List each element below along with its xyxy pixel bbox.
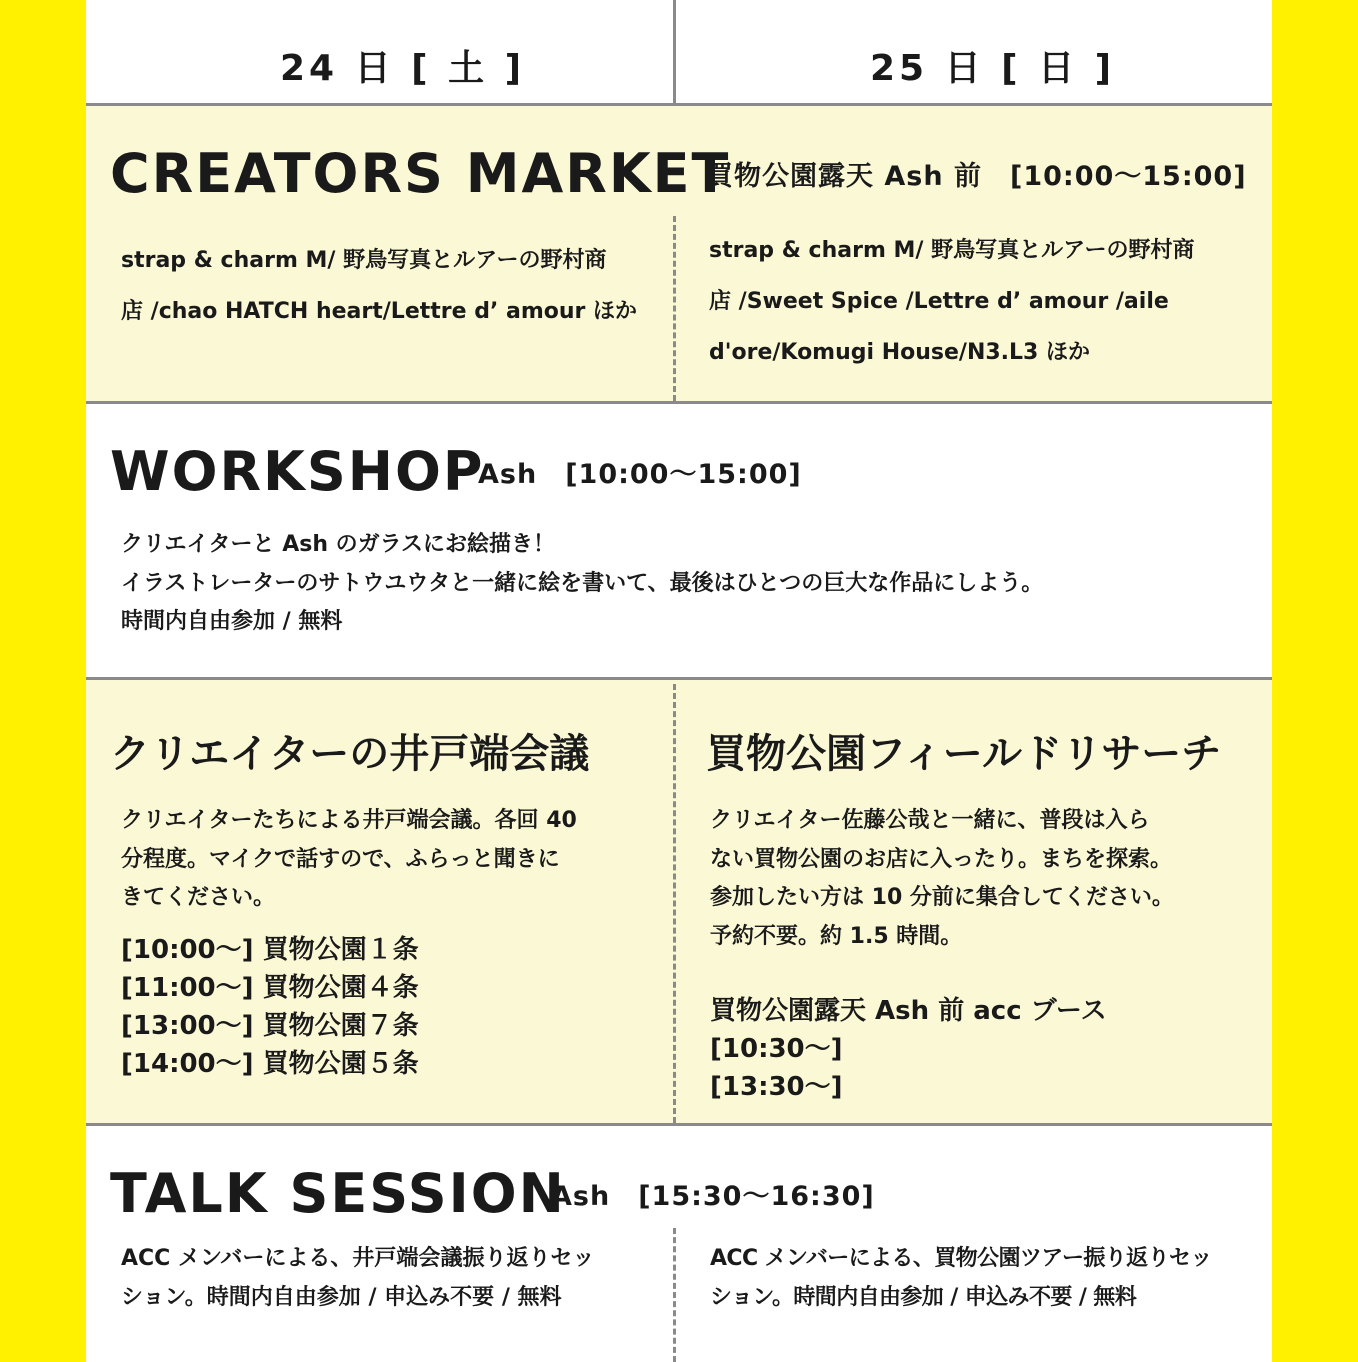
description-line: クリエイターと Ash のガラスにお絵描き！ bbox=[121, 532, 556, 557]
idobata-schedule bbox=[121, 931, 419, 1083]
list-line: 店 /chao HATCH heart/Lettre d’ amour ほか bbox=[121, 299, 638, 324]
description-line: 予約不要。約 1.5 時間。 bbox=[710, 923, 963, 949]
talk-session-title: TALK SESSION bbox=[110, 1162, 566, 1225]
divider-workshop bbox=[86, 677, 1272, 680]
description-line: 時間内自由参加 / 無料 bbox=[121, 609, 343, 634]
market-column-divider bbox=[673, 216, 676, 401]
talk-session-day1-description bbox=[121, 1240, 594, 1317]
schedule-item: [11:00〜] 買物公園４条 bbox=[121, 973, 419, 1003]
creators-market-day1-list bbox=[121, 235, 637, 337]
creators-market-venue-time: 買物公園露天 Ash 前 [10:00〜15:00] bbox=[706, 161, 1247, 192]
list-line: d'ore/Komugi House/N3.L3 ほか bbox=[709, 340, 1091, 365]
schedule-item: [13:30〜] bbox=[710, 1072, 843, 1102]
header-column-divider bbox=[673, 0, 676, 103]
list-line: strap & charm M/ 野鳥写真とルアーの野村商 bbox=[709, 238, 1195, 263]
schedule-item: [13:00〜] 買物公園７条 bbox=[121, 1011, 419, 1041]
divider-header bbox=[86, 103, 1272, 106]
schedule-item: 買物公園露天 Ash 前 acc ブース bbox=[710, 996, 1107, 1026]
talk-column-divider bbox=[673, 1228, 676, 1362]
right-yellow-bar bbox=[1272, 0, 1358, 1362]
idobata-title: クリエイターの井戸端会議 bbox=[110, 731, 590, 777]
description-line: 参加したい方は 10 分前に集合してください。 bbox=[710, 885, 1174, 910]
schedule-item: [14:00〜] 買物公園５条 bbox=[121, 1049, 419, 1079]
description-line: クリエイターたちによる井戸端会議。各回 40 bbox=[121, 808, 577, 833]
description-line: ACC メンバーによる、買物公園ツアー振り返りセッ bbox=[710, 1246, 1212, 1271]
day2-heading: 25 日 [ 日 ] bbox=[870, 48, 1116, 89]
workshop-venue-time: Ash [10:00〜15:00] bbox=[478, 459, 802, 490]
creators-market-title: CREATORS MARKET bbox=[110, 142, 731, 205]
workshop-description bbox=[121, 526, 1043, 642]
talk-session-day2-description bbox=[710, 1240, 1212, 1317]
divider-sessions bbox=[86, 1123, 1272, 1126]
workshop-title: WORKSHOP bbox=[110, 440, 485, 503]
divider-market bbox=[86, 401, 1272, 404]
schedule-item: [10:30〜] bbox=[710, 1034, 843, 1064]
description-line: クリエイター佐藤公哉と一緒に、普段は入ら bbox=[710, 808, 1150, 833]
creators-market-day2-list bbox=[709, 225, 1194, 378]
description-line: ション。時間内自由参加 / 申込み不要 / 無料 bbox=[710, 1284, 1137, 1310]
talk-session-venue-time: Ash [15:30〜16:30] bbox=[551, 1181, 875, 1212]
description-line: イラストレーターのサトウユウタと一緒に絵を書いて、最後はひとつの巨大な作品にしよう。 bbox=[121, 570, 1044, 596]
fieldresearch-description bbox=[710, 802, 1174, 956]
sessions-column-divider bbox=[673, 684, 676, 1123]
day1-heading: 24 日 [ 土 ] bbox=[280, 48, 526, 89]
left-yellow-bar bbox=[0, 0, 86, 1362]
fieldresearch-title: 買物公園フィールドリサーチ bbox=[706, 731, 1222, 777]
description-line: 分程度。マイクで話すので、ふらっと聞きに bbox=[121, 846, 560, 872]
list-line: strap & charm M/ 野鳥写真とルアーの野村商 bbox=[121, 248, 607, 273]
description-line: ション。時間内自由参加 / 申込み不要 / 無料 bbox=[121, 1284, 562, 1310]
description-line: ない買物公園のお店に入ったり。まちを探索。 bbox=[710, 846, 1173, 872]
description-line: きてください。 bbox=[121, 885, 276, 910]
idobata-description bbox=[121, 802, 577, 918]
list-line: 店 /Sweet Spice /Lettre d’ amour /aile bbox=[709, 289, 1169, 314]
fieldresearch-schedule bbox=[710, 992, 1107, 1106]
schedule-item: [10:00〜] 買物公園１条 bbox=[121, 935, 419, 965]
description-line: ACC メンバーによる、井戸端会議振り返りセッ bbox=[121, 1246, 595, 1271]
